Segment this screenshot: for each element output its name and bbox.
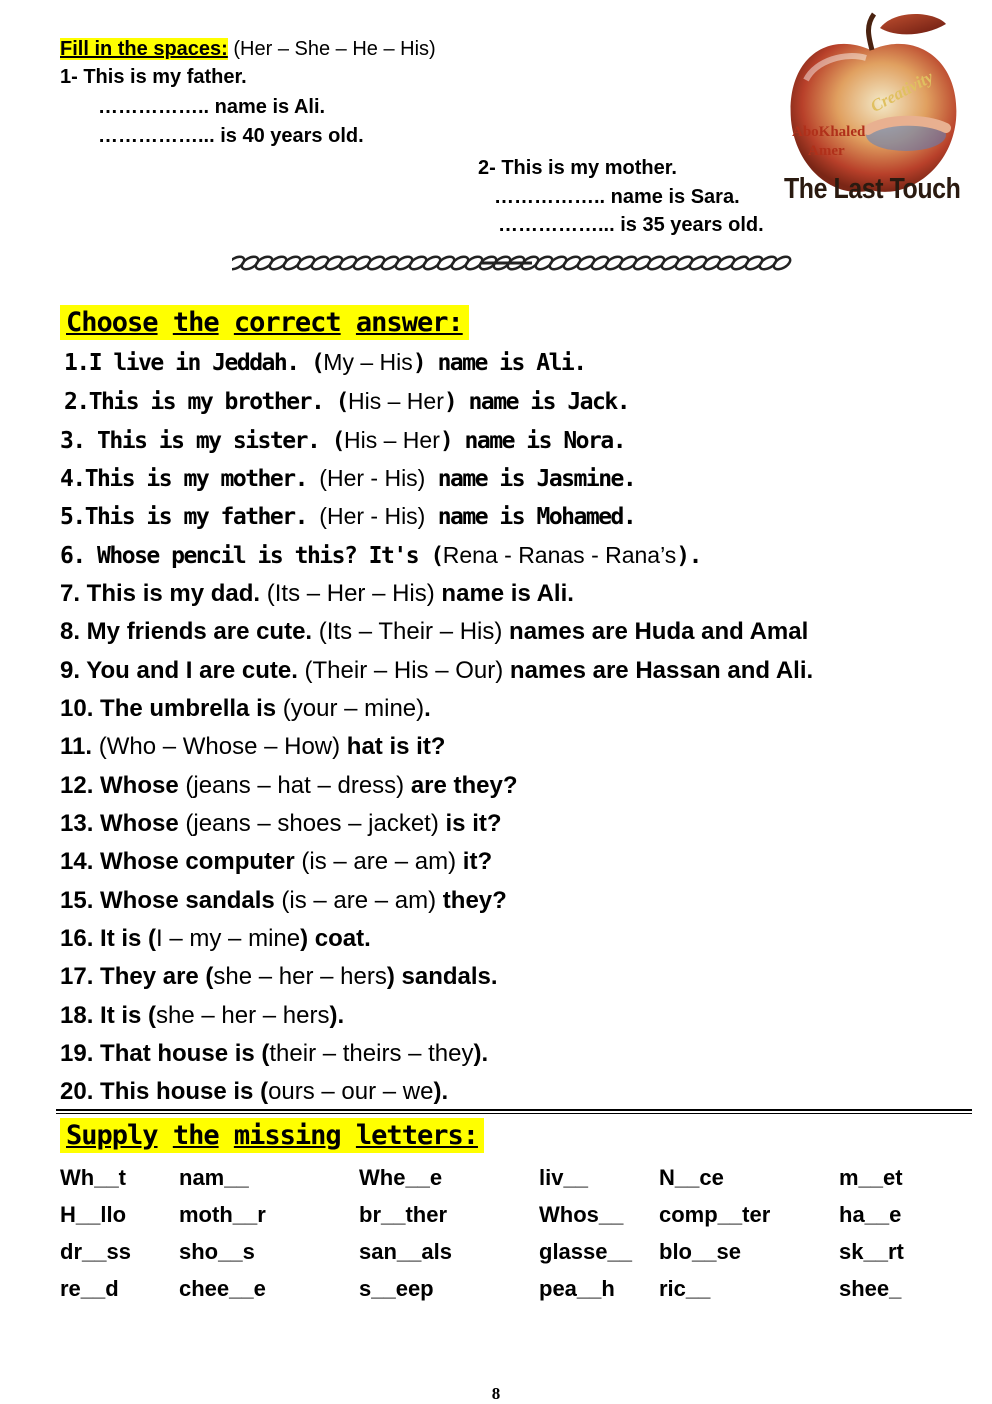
fill-q1-head: 1- This is my father. <box>60 66 247 88</box>
question-options: (Its – Their – His) <box>318 618 503 645</box>
question-options: (your – mine) <box>282 695 425 722</box>
question-item <box>60 963 498 991</box>
section-divider <box>56 1109 972 1111</box>
question-tail: ). <box>473 1040 489 1067</box>
question-options: His – Her <box>348 388 444 414</box>
question-stem: 12. Whose <box>60 772 186 799</box>
page-number: 8 <box>491 1384 501 1403</box>
question-tail: they? <box>436 887 507 914</box>
question-tail: name is Ali. <box>434 580 574 607</box>
question-item <box>60 695 431 723</box>
title-word: missing <box>233 1120 341 1151</box>
question-item <box>60 1040 488 1068</box>
question-item <box>60 427 625 454</box>
logo-author-line1: AboKhaled <box>792 124 866 140</box>
question-stem: 15. Whose sandals <box>60 887 282 914</box>
question-options: (Who – Whose – How) <box>98 733 341 760</box>
question-stem: 5.This is my father. <box>60 504 320 530</box>
question-tail: are they? <box>404 772 518 799</box>
title-word: letters: <box>355 1120 478 1151</box>
question-options: ours – our – we <box>268 1078 434 1105</box>
question-stem: 17. They are ( <box>60 963 214 990</box>
missing-letter-word: blo__se <box>659 1239 741 1264</box>
question-item <box>60 503 635 530</box>
missing-letter-word: N__ce <box>659 1165 724 1190</box>
question-tail: ) name is Jack. <box>443 389 630 415</box>
question-stem: 11. <box>60 733 99 760</box>
choose-section-title <box>60 305 469 340</box>
question-tail: ). <box>433 1078 449 1105</box>
logo-creativity: Creativity <box>867 67 937 116</box>
title-word: the <box>172 307 219 338</box>
question-options: she – her – hers <box>156 1002 330 1029</box>
question-tail: names are Huda and Amal <box>502 618 809 645</box>
title-word: answer: <box>355 307 463 338</box>
question-options: (is – are – am) <box>301 848 457 875</box>
question-stem: 9. You and I are cute. <box>60 657 305 684</box>
missing-letter-word: liv__ <box>539 1165 588 1190</box>
question-options: Rena - Ranas - Rana’s <box>442 542 677 568</box>
question-options: she – her – hers <box>213 963 387 990</box>
question-options: (is – are – am) <box>281 887 437 914</box>
missing-letter-word: Whos__ <box>539 1202 624 1227</box>
missing-letter-word: nam__ <box>179 1165 249 1190</box>
question-tail: names are Hassan and Ali. <box>503 657 814 684</box>
question-tail: hat is it? <box>340 733 446 760</box>
question-item <box>60 542 701 569</box>
logo-author-line2: Amer <box>808 143 845 159</box>
question-tail: ) name is Nora. <box>439 428 626 454</box>
missing-letter-word: re__d <box>60 1276 119 1301</box>
question-stem: 6. Whose pencil is this? It's ( <box>60 543 443 569</box>
question-item <box>60 1078 448 1106</box>
supply-section-title <box>60 1118 484 1153</box>
fill-q1-line2: ……………... is 40 years old. <box>98 125 364 147</box>
fill-q2-head: 2- This is my mother. <box>478 157 677 179</box>
chain-divider-icon <box>232 252 800 274</box>
fill-section-title <box>60 38 436 61</box>
missing-letter-word: chee__e <box>179 1276 266 1301</box>
question-item <box>60 465 635 492</box>
question-tail: is it? <box>438 810 502 837</box>
missing-letter-word: sk__rt <box>839 1239 904 1264</box>
missing-letter-word: ric__ <box>659 1276 711 1301</box>
question-options: (Their – His – Our) <box>304 657 504 684</box>
question-item <box>60 657 813 685</box>
title-word: the <box>172 1120 219 1151</box>
question-options: (jeans – hat – dress) <box>185 772 405 799</box>
question-tail: name is Mohamed. <box>425 504 636 530</box>
question-tail: ). <box>329 1002 345 1029</box>
question-stem: 7. This is my dad. <box>60 580 267 607</box>
question-options: His – Her <box>344 427 440 453</box>
question-stem: 13. Whose <box>60 810 186 837</box>
question-item <box>60 580 574 608</box>
question-item <box>60 810 502 838</box>
title-word: Choose <box>66 307 158 338</box>
question-tail: ) name is Ali. <box>412 350 586 376</box>
question-tail: ) coat. <box>300 925 371 952</box>
title-word: Supply <box>66 1120 158 1151</box>
question-item <box>60 848 492 876</box>
question-tail: ). <box>676 543 701 569</box>
question-stem: 19. That house is ( <box>60 1040 270 1067</box>
section-divider-thin <box>56 1113 972 1114</box>
question-item <box>60 1002 344 1030</box>
question-options: My – His <box>323 349 413 375</box>
question-stem: 1.I live in Jeddah. ( <box>64 350 324 376</box>
question-stem: 4.This is my mother. <box>60 466 320 492</box>
question-tail: . <box>424 695 431 722</box>
question-options: (jeans – shoes – jacket) <box>185 810 439 837</box>
fill-q1-line1: …………….. name is Ali. <box>98 96 326 118</box>
missing-letter-word: glasse__ <box>539 1239 632 1264</box>
missing-letter-word: br__ther <box>359 1202 448 1227</box>
missing-letter-word: shee_ <box>839 1276 902 1301</box>
fill-title-label: Fill in the spaces: <box>60 38 228 60</box>
question-stem: 10. The umbrella is <box>60 695 283 722</box>
question-stem: 2.This is my brother. ( <box>64 389 348 415</box>
question-item <box>60 618 808 646</box>
question-stem: 20. This house is ( <box>60 1078 269 1105</box>
missing-letter-word: H__llo <box>60 1202 127 1227</box>
fill-q2-line1: …………….. name is Sara. <box>494 186 740 208</box>
question-item <box>60 887 507 915</box>
missing-letter-word: sho__s <box>179 1239 255 1264</box>
question-item <box>60 733 445 761</box>
question-item <box>64 349 586 376</box>
question-stem: 3. This is my sister. ( <box>60 428 344 454</box>
missing-letter-word: Wh__t <box>60 1165 126 1190</box>
question-stem: 14. Whose computer <box>60 848 302 875</box>
missing-letter-word: dr__ss <box>60 1239 131 1264</box>
missing-letter-word: san__als <box>359 1239 452 1264</box>
question-tail: name is Jasmine. <box>425 466 636 492</box>
fill-options: (Her – She – He – His) <box>227 38 436 60</box>
question-tail: it? <box>456 848 493 875</box>
question-stem: 8. My friends are cute. <box>60 618 319 645</box>
missing-letter-word: m__et <box>839 1165 903 1190</box>
question-item <box>60 925 371 953</box>
question-item <box>60 772 518 800</box>
question-options: (Its – Her – His) <box>266 580 435 607</box>
logo-tagline: The Last Touch <box>784 173 961 205</box>
missing-letter-word: moth__r <box>179 1202 266 1227</box>
missing-letter-word: s__eep <box>359 1276 434 1301</box>
title-word: correct <box>233 307 341 338</box>
missing-letter-word: pea__h <box>539 1276 615 1301</box>
question-options: I – my – mine <box>156 925 301 952</box>
question-options: (Her - His) <box>319 465 426 491</box>
missing-letter-word: comp__ter <box>659 1202 771 1227</box>
question-tail: ) sandals. <box>386 963 498 990</box>
fill-q2-line2: ……………... is 35 years old. <box>498 214 764 236</box>
missing-letter-word: Whe__e <box>359 1165 443 1190</box>
missing-letter-word: ha__e <box>839 1202 902 1227</box>
question-item <box>64 388 629 415</box>
question-options: their – theirs – they <box>269 1040 474 1067</box>
question-stem: 18. It is ( <box>60 1002 157 1029</box>
question-stem: 16. It is ( <box>60 925 157 952</box>
question-options: (Her - His) <box>319 503 426 529</box>
